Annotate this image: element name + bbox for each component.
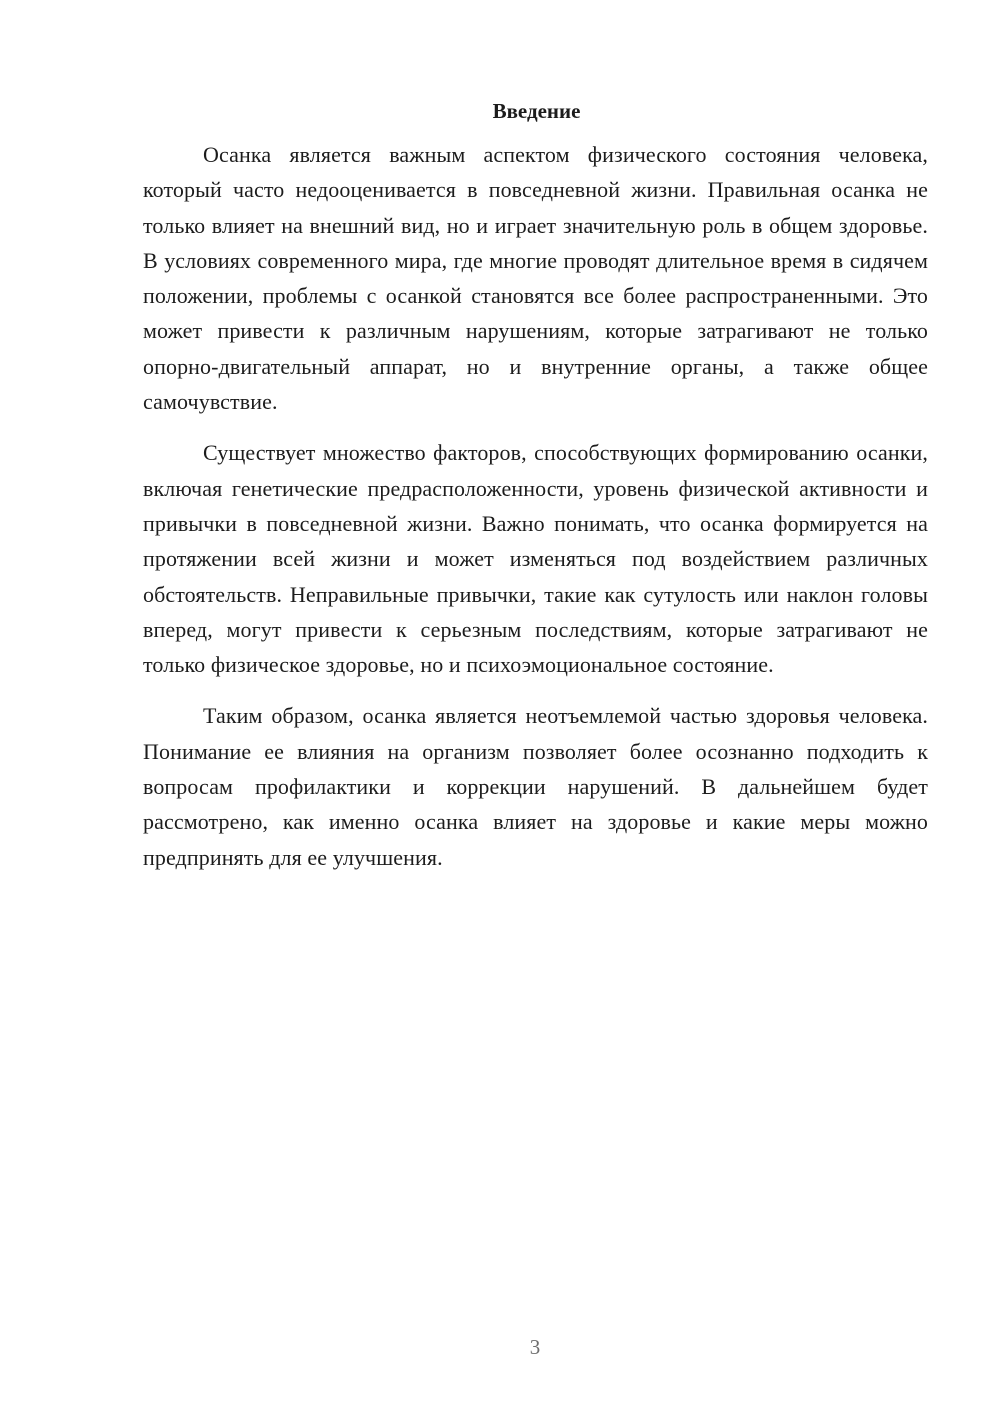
- page-number: 3: [529, 1335, 541, 1359]
- paragraph-2: Существует множество факторов, способствующих формированию осанки, включая генетические предрасположенности, уровень физической активности и привычки в повседневной жизни. Важно понимать, что осанка формируется на протяжении всей жизни и может изменяться под воздействием различных обстоятельств. Неправильные привычки, такие как сутулость или наклон головы вперед, могут привести к серьезным последствиям, которые затрагивают не только физическое здоровье, но и психоэмоциональное состояние.: [143, 440, 928, 678]
- paragraph-1: Осанка является важным аспектом физического состояния человека, который часто недооценивается в повседневной жизни. Правильная осанка не только влияет на внешний вид, но и играет значительную роль в общем здоровье. В условиях современного мира, где многие проводят длительное время в сидячем положении, проблемы с осанкой становятся все более распространенными. Это может привести к различным нарушениям, которые затрагивают не только опорно-двигательный аппарат, но и внутренние органы, а также общее самочувствие.: [143, 142, 928, 415]
- page-content: [143, 96, 928, 875]
- paragraph-3: Таким образом, осанка является неотъемлемой частью здоровья человека. Понимание ее влияния на организм позволяет более осознанно подходить к вопросам профилактики и коррекции нарушений. В дальнейшем будет рассмотрено, как именно осанка влияет на здоровье и какие меры можно предпринять для ее улучшения.: [143, 703, 928, 870]
- section-heading: Введение: [492, 99, 581, 123]
